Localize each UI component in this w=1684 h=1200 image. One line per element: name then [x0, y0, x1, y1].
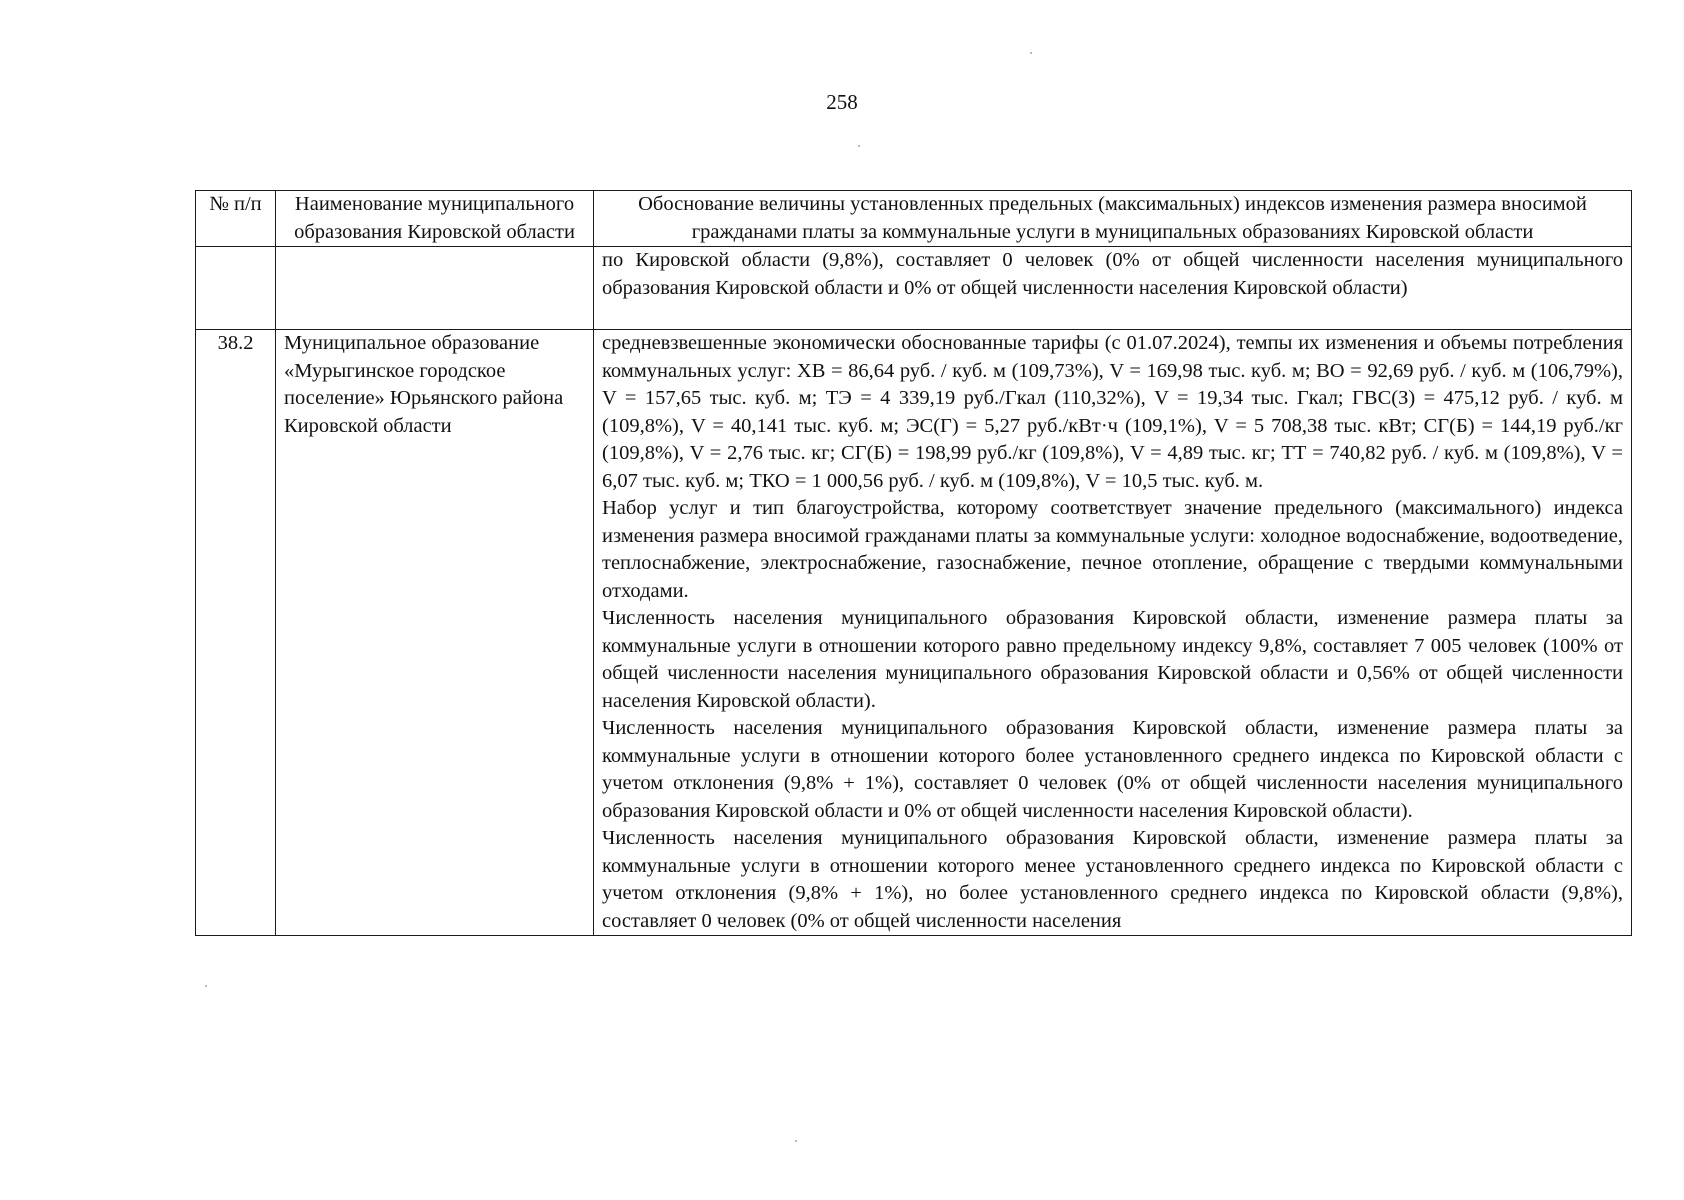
page-number: 258: [826, 90, 858, 114]
justification-paragraph-services: Набор услуг и тип благоустройства, которому соответствует значение предельного (максимального) индекса изменения размера вносимой гражданами платы за коммунальные услуги: холодное водоснабжение, водоотведение, теплоснабжение, электроснабжение, газоснабжение, печное отопление, обращение с твердыми коммунальными отходами.: [602, 497, 1623, 602]
table-row: [196, 247, 1632, 330]
row-justification: [594, 330, 1632, 936]
header-justification: Обоснование величины установленных предельных (максимальных) индексов изменения размера вносимой гражданами платы за коммунальные услуги в муниципальных образованиях Кировской области: [594, 191, 1632, 247]
justification-paragraph-population-above: Численность населения муниципального образования Кировской области, изменение размера платы за коммунальные услуги в отношении которого более установленного среднего индекса по Кировской области с учетом отклонения (9,8% + 1%), составляет 0 человек (0% от общей численности населения муниципального образования Кировской области и 0% от общей численности населения Кировской области).: [602, 717, 1623, 822]
scan-speck: [795, 1140, 797, 1142]
justification-paragraph-population-equal: Численность населения муниципального образования Кировской области, изменение размера платы за коммунальные услуги в отношении которого равно предельному индексу 9,8%, составляет 7 005 человек (100% от общей численности населения муниципального образования Кировской области и 0,56% от общей численности населения Кировской области).: [602, 607, 1623, 712]
scan-speck: [858, 145, 860, 147]
row-municipality-name: Муниципальное образование «Мурыгинское городское поселение» Юрьянского района Кировской области: [276, 330, 594, 936]
header-municipality-name: Наименование муниципального образования Кировской области: [276, 191, 594, 247]
row-municipality-name: [276, 247, 594, 330]
scan-speck: [1030, 52, 1032, 54]
row-number: [196, 247, 276, 330]
scan-speck: [205, 985, 207, 987]
table-row: [196, 330, 1632, 936]
justification-paragraph-tariffs: средневзвешенные экономически обоснованные тарифы (с 01.07.2024), темпы их изменения и объемы потребления коммунальных услуг: ХВ = 86,64 руб. / куб. м (109,73%), V = 169,98 тыс. куб. м; ВО = 92,69 руб. / куб. м (106,79%), V = 157,65 тыс. куб. м; ТЭ = 4 339,19 руб./Гкал (110,32%), V = 19,34 тыс. Гкал; ГВС(З) = 475,12 руб. / куб. м (109,8%), V = 40,141 тыс. куб. м; ЭС(Г) = 5,27 руб./кВт·ч (109,1%), V = 5 708,38 тыс. кВт; СГ(Б) = 144,19 руб./кг (109,8%), V = 2,76 тыс. кг; СГ(Б) = 198,99 руб./кг (109,8%), V = 4,89 тыс. кг; ТТ = 740,82 руб. / куб. м (109,8%), V = 6,07 тыс. куб. м; ТКО = 1 000,56 руб. / куб. м (109,8%), V = 10,5 тыс. куб. м.: [602, 332, 1623, 492]
indices-table: [195, 190, 1632, 936]
header-number: № п/п: [196, 191, 276, 247]
justification-paragraph-population-between: Численность населения муниципального образования Кировской области, изменение размера платы за коммунальные услуги в отношении которого менее установленного среднего индекса по Кировской области с учетом отклонения (9,8% + 1%), но более установленного среднего индекса по Кировской области (9,8%), составляет 0 человек (0% от общей численности населения: [602, 827, 1623, 932]
justification-paragraph: по Кировской области (9,8%), составляет 0 человек (0% от общей численности населения муниципального образования Кировской области и 0% от общей численности населения Кировской области): [602, 249, 1623, 299]
table-header-row: [196, 191, 1632, 247]
row-number: 38.2: [196, 330, 276, 936]
row-justification: [594, 247, 1632, 330]
